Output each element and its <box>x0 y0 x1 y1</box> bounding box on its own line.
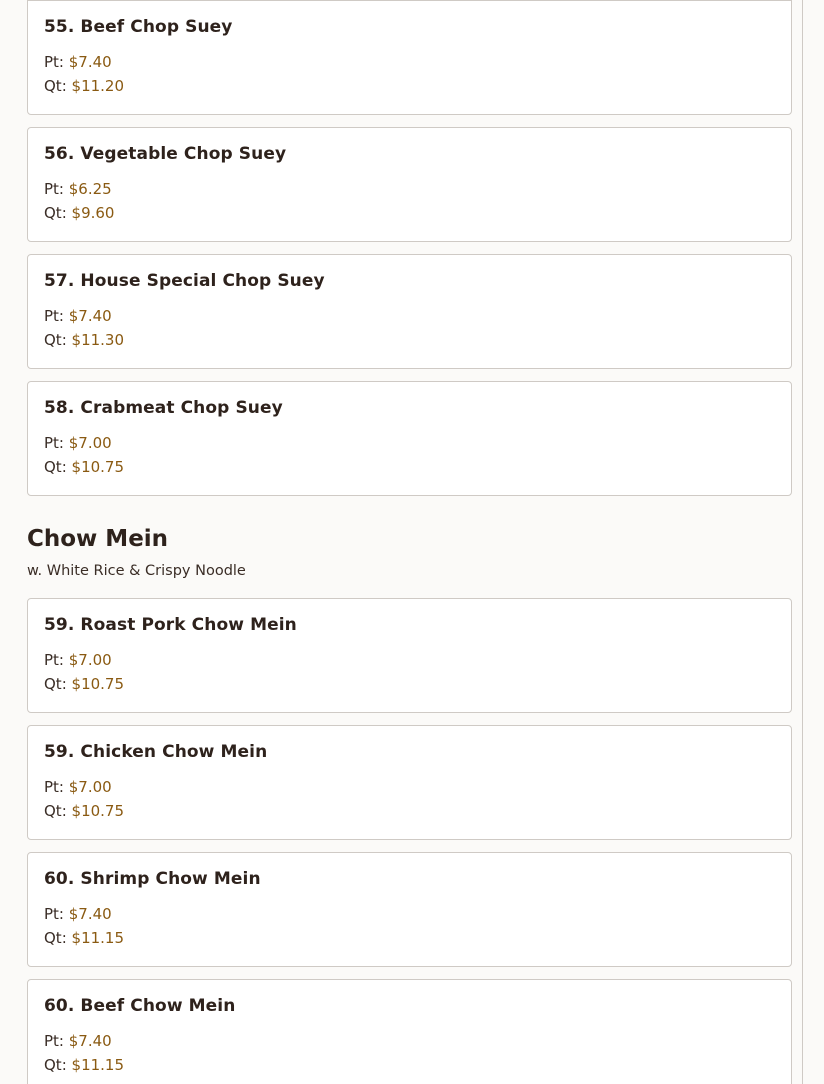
quart-label: Qt: <box>44 1056 67 1074</box>
pint-label: Pt: <box>44 1032 64 1050</box>
pint-price: $7.40 <box>68 53 112 71</box>
menu-item-card[interactable] <box>27 381 792 496</box>
pint-label: Pt: <box>44 905 64 923</box>
menu-item-card[interactable] <box>27 254 792 369</box>
menu-item-title: 55. Beef Chop Suey <box>44 17 233 37</box>
quart-label: Qt: <box>44 458 67 476</box>
quart-price-line <box>44 929 124 947</box>
menu-item-card[interactable] <box>27 979 792 1084</box>
quart-price: $9.60 <box>71 204 115 222</box>
pint-price-line <box>44 905 112 923</box>
quart-price-line <box>44 204 114 222</box>
quart-price-line <box>44 331 124 349</box>
pint-price-line <box>44 180 112 198</box>
menu-item-card[interactable] <box>27 127 792 242</box>
menu-item-card[interactable] <box>27 598 792 713</box>
quart-price-line <box>44 675 124 693</box>
pint-price: $7.40 <box>68 1032 112 1050</box>
pint-price: $7.40 <box>68 307 112 325</box>
pint-price-line <box>44 778 112 796</box>
quart-label: Qt: <box>44 929 67 947</box>
pint-price: $7.00 <box>68 434 112 452</box>
pint-label: Pt: <box>44 307 64 325</box>
section-note: w. White Rice & Crispy Noodle <box>27 563 246 579</box>
pint-label: Pt: <box>44 778 64 796</box>
quart-price: $11.20 <box>71 77 125 95</box>
quart-price-line <box>44 458 124 476</box>
pint-price-line <box>44 53 112 71</box>
quart-price: $10.75 <box>71 458 125 476</box>
pint-price-line <box>44 1032 112 1050</box>
pint-price: $7.00 <box>68 651 112 669</box>
menu-item-title: 59. Roast Pork Chow Mein <box>44 615 297 635</box>
quart-price: $11.15 <box>71 929 125 947</box>
menu-item-title: 59. Chicken Chow Mein <box>44 742 268 762</box>
pint-label: Pt: <box>44 180 64 198</box>
quart-price: $11.15 <box>71 1056 125 1074</box>
menu-item-title: 60. Beef Chow Mein <box>44 996 236 1016</box>
quart-price-line <box>44 1056 124 1074</box>
scroll-edge-divider <box>802 0 803 1084</box>
quart-label: Qt: <box>44 675 67 693</box>
menu-item-title: 60. Shrimp Chow Mein <box>44 869 261 889</box>
pint-label: Pt: <box>44 434 64 452</box>
quart-label: Qt: <box>44 77 67 95</box>
menu-item-card[interactable] <box>27 725 792 840</box>
quart-label: Qt: <box>44 204 67 222</box>
pint-price: $6.25 <box>68 180 112 198</box>
quart-price-line <box>44 802 124 820</box>
menu-item-card[interactable] <box>27 852 792 967</box>
section-title: Chow Mein <box>27 526 169 552</box>
quart-label: Qt: <box>44 802 67 820</box>
quart-price-line <box>44 77 124 95</box>
quart-price: $10.75 <box>71 675 125 693</box>
pint-label: Pt: <box>44 53 64 71</box>
menu-item-card[interactable] <box>27 0 792 115</box>
chow-mein-section-header <box>27 524 792 580</box>
pint-label: Pt: <box>44 651 64 669</box>
quart-label: Qt: <box>44 331 67 349</box>
menu-item-title: 57. House Special Chop Suey <box>44 271 325 291</box>
quart-price: $10.75 <box>71 802 125 820</box>
menu-content <box>27 0 792 1084</box>
quart-price: $11.30 <box>71 331 125 349</box>
pint-price-line <box>44 651 112 669</box>
pint-price-line <box>44 307 112 325</box>
pint-price-line <box>44 434 112 452</box>
pint-price: $7.00 <box>68 778 112 796</box>
menu-item-title: 56. Vegetable Chop Suey <box>44 144 287 164</box>
menu-item-title: 58. Crabmeat Chop Suey <box>44 398 283 418</box>
pint-price: $7.40 <box>68 905 112 923</box>
